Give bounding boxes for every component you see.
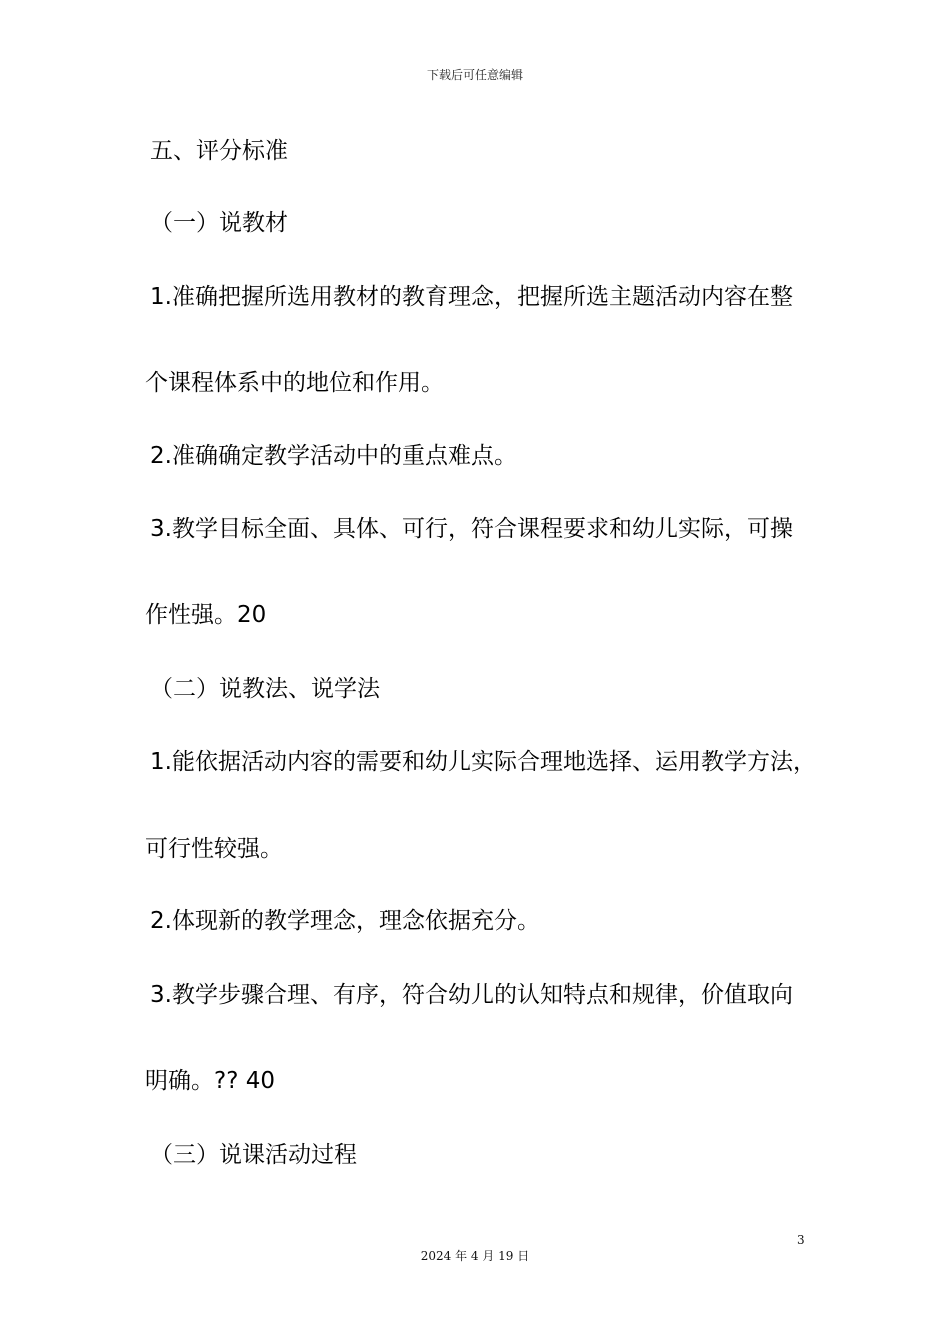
paragraph-line: 可行性较强。	[145, 836, 283, 862]
page-header: 下载后可任意编辑	[426, 68, 523, 82]
paragraph-line: 2.准确确定教学活动中的重点难点。	[150, 443, 517, 469]
paragraph-line: 1.能依据活动内容的需要和幼儿实际合理地选择、运用教学方法，	[150, 749, 816, 775]
paragraph-line: 3.教学步骤合理、有序，符合幼儿的认知特点和规律，价值取向	[150, 982, 793, 1008]
paragraph-line: 作性强。20	[145, 602, 267, 628]
paragraph-line: 3.教学目标全面、具体、可行，符合课程要求和幼儿实际，可操	[150, 516, 793, 542]
paragraph-line: 个课程体系中的地位和作用。	[145, 370, 444, 396]
paragraph-line: 1.准确把握所选用教材的教育理念，把握所选主题活动内容在整	[150, 284, 793, 310]
section-heading: 五、评分标准	[150, 138, 288, 164]
page-footer-date: 2024 年 4 月 19 日	[420, 1249, 530, 1263]
page-number: 3	[797, 1233, 805, 1247]
subsection-heading: （三）说课活动过程	[150, 1142, 357, 1168]
subsection-heading: （一）说教材	[150, 210, 288, 236]
subsection-heading: （二）说教法、说学法	[150, 676, 380, 702]
paragraph-line: 明确。?? 40	[145, 1068, 275, 1094]
paragraph-line: 2.体现新的教学理念，理念依据充分。	[150, 908, 540, 934]
